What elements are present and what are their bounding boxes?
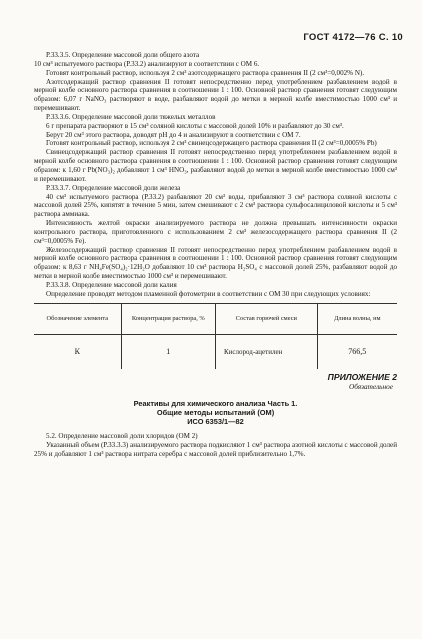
cell-concentration: 1 [121,334,215,369]
paragraph: Свинецсодержащий раствор сравнения II готовят непосредственно перед употреблением разбавлением водой в мерной колбе основного раствора сравнения в соотношении 1 : 100. Основной раствор сравнения готовят следующим образом: к 1,60 г Pb(NO₃)₂ добавляют 1 см³ HNO₃, разбавляют водой до метки в мерной колбе вместимостью 1000 см³ и перемешивают. [34,148,397,183]
reagents-heading-line-3: ИСО 6353/1—82 [187,417,244,427]
col-header-concentration: Концентрация раствора, % [121,303,215,334]
paragraph: Указанный объем (Р.33.3.3) анализируемого раствора подкисляют 1 см³ раствора азотной кислоты с массовой долей 25% и добавляют 1 см³ раствора нитрата серебра с массовой долей приблизительно 1,7%. [34,441,397,458]
paragraph: Азотсодержащий раствор сравнения II готовят непосредственно перед употреблением разбавлением водой в мерной колбе основного раствора сравнения в соотношении 1 : 100. Основной раствор сравнения готовят следующим образом: 6,07 г NaNO₃ растворяют в воде, разбавляют водой до метки в мерной колбе вместимостью 1000 см³ и перемешивают. [34,77,397,113]
table-row [34,334,397,369]
col-header-element: Обозначение элемента [34,303,121,334]
col-header-wavelength: Длина волны, нм [317,303,397,334]
paragraph: Железосодержащий раствор сравнения II готовят непосредственно перед употреблением разбавлением водой в мерной колбе основного раствора сравнения в соотношении 1 : 100. Основной раствор сравнения готовят следующим образом: к 8,63 г NH₄Fe(SO₄)₂·12H₂O добавляют 10 см³ раствора H₂SO₄ с массовой долей 25%, разбавляют водой до метки в мерной колбе вместимостью 1000 см³ и перемешивают. [34,245,397,281]
paragraph: Готовят контрольный раствор, используя 2 см³ свинецсодержащего раствора сравнения II (2 см³=0,0005% Pb) [46,139,377,148]
cell-element: К [74,346,80,356]
paragraph: Р.33.3.7. Определение массовой доли железа [46,183,181,192]
paragraph: Берут 20 см³ этого раствора, доводят pH до 4 и анализируют в соответствии с ОМ 7. [46,130,301,139]
paragraph: Определение проводят методом пламенной фотометрии в соответствии с ОМ 30 при следующих условиях: [46,289,371,298]
reagents-heading-line-1: Реактивы для химического анализа Часть 1. [133,398,298,408]
paragraphs-top [34,51,397,299]
conditions-table [34,303,397,369]
paragraph: Р.33.3.5. Определение массовой доли общего азота [46,51,200,59]
paragraph: Интенсивность желтой окраски анализируемого раствора не должна превышать интенсивности окраски контрольного раствора, приготовленного с использованием 2 см³ железосодержащего раствора сравнения II (2 см³=0,0005% Fe). [34,219,397,245]
paragraph: 10 см³ испытуемого раствора (Р.33.2) анализируют в соответствии с ОМ 6. [34,59,260,68]
page-header: ГОСТ 4172—76 С. 10 [303,32,403,43]
appendix-title: ПРИЛОЖЕНИЕ 2 [327,371,397,382]
paragraph: Готовят контрольный раствор, используя 2 см³ азотсодержащего раствора сравнения II (2 см³=0,002% N). [46,68,365,77]
paragraph: 40 см³ испытуемого раствора (Р.33.2) разбавляют 20 см³ воды, прибавляют 3 см³ раствора соляной кислоты с массовой долей 25%, кипятят в течение 5 мин, затем смешивают с 2 см³ раствора сульфосалициловой кислоты и 5 см³ раствора аммиака. [34,192,397,219]
reagents-heading-line-2: Общие методы испытаний (ОМ) [156,407,275,417]
document-body [34,51,397,459]
paragraphs-bottom [34,432,397,459]
paragraph: 6 г препарата растворяют в 15 см³ соляной кислоты с массовой долей 10% и разбавляют до 30 см³. [46,121,344,130]
paragraph: 5.2. Определение массовой доли хлоридов (ОМ 2) [46,432,198,441]
paragraph: Р.33.3.8. Определение массовой доли калия [46,280,177,289]
table-header-row [34,303,397,334]
paragraph: Р.33.3.6. Определение массовой доли тяжелых металлов [46,112,216,121]
cell-gas-mixture: Кислород-ацетилен [215,334,317,369]
col-header-gas-mixture: Состав горючей смеси [215,303,317,334]
cell-wavelength: 766,5 [317,334,397,369]
appendix-subtitle: Обязательное [349,381,393,391]
